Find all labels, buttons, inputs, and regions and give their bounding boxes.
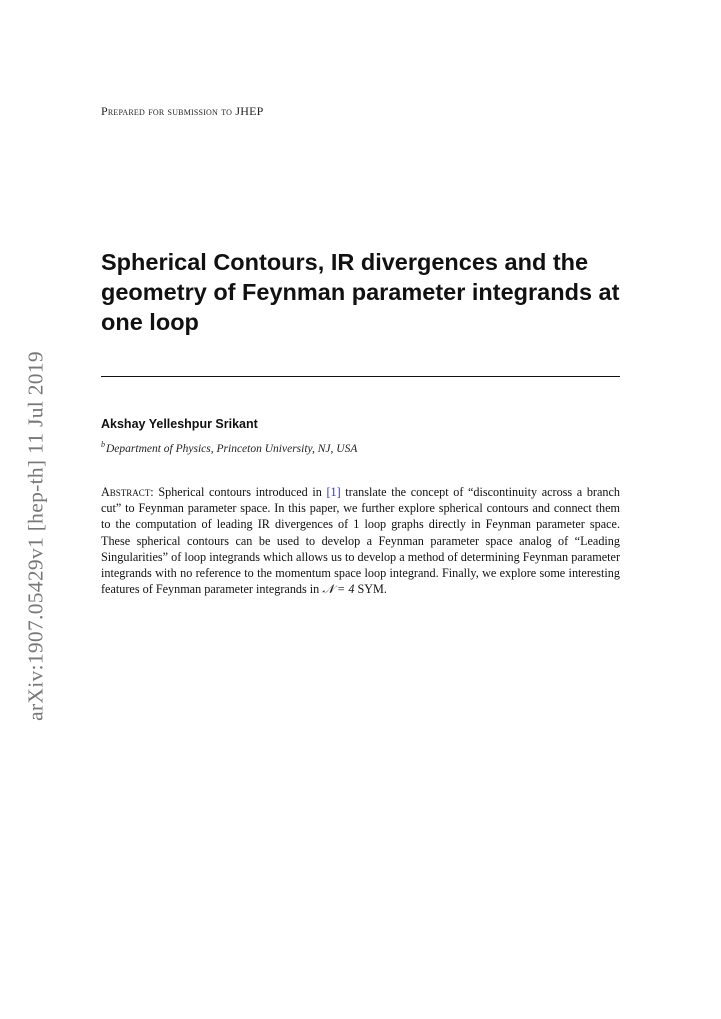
arxiv-sidebar-stamp: arXiv:1907.05429v1 [hep-th] 11 Jul 2019: [23, 351, 48, 721]
submission-note: Prepared for submission to JHEP: [101, 104, 264, 118]
abstract: Abstract: Spherical contours introduced in [1] translate the concept of “discontinuity across a branch cut” to Feynman parameter space. In this paper, we further explore spherical contours and connect them to the computation of leading IR divergences of 1 loop graphs directly in Feynman parameter space. These spherical contours can be used to develop a Feynman parameter space analog of “Leading Singularities” of loop integrands which allows us to develop a method of determining Feynman parameter integrands with no reference to the momentum space loop integrand. Finally, we explore some interesting features of Feynman parameter integrands in 𝒩 = 4 SYM.: [101, 485, 620, 597]
paper-title: Spherical Contours, IR divergences and the geometry of Feynman parameter integrands at one loop: [101, 249, 620, 335]
math-expression: 𝒩 = 4: [322, 582, 355, 597]
abstract-label: Abstract:: [101, 485, 154, 499]
author-affiliation: $^b$Department of Physics, Princeton University, NJ, USA: [101, 440, 358, 455]
author-name: Akshay Yelleshpur Srikant: [101, 417, 258, 431]
affiliation-mark: b: [101, 440, 105, 449]
citation-link[interactable]: [1]: [326, 485, 341, 499]
title-divider: [101, 376, 620, 377]
